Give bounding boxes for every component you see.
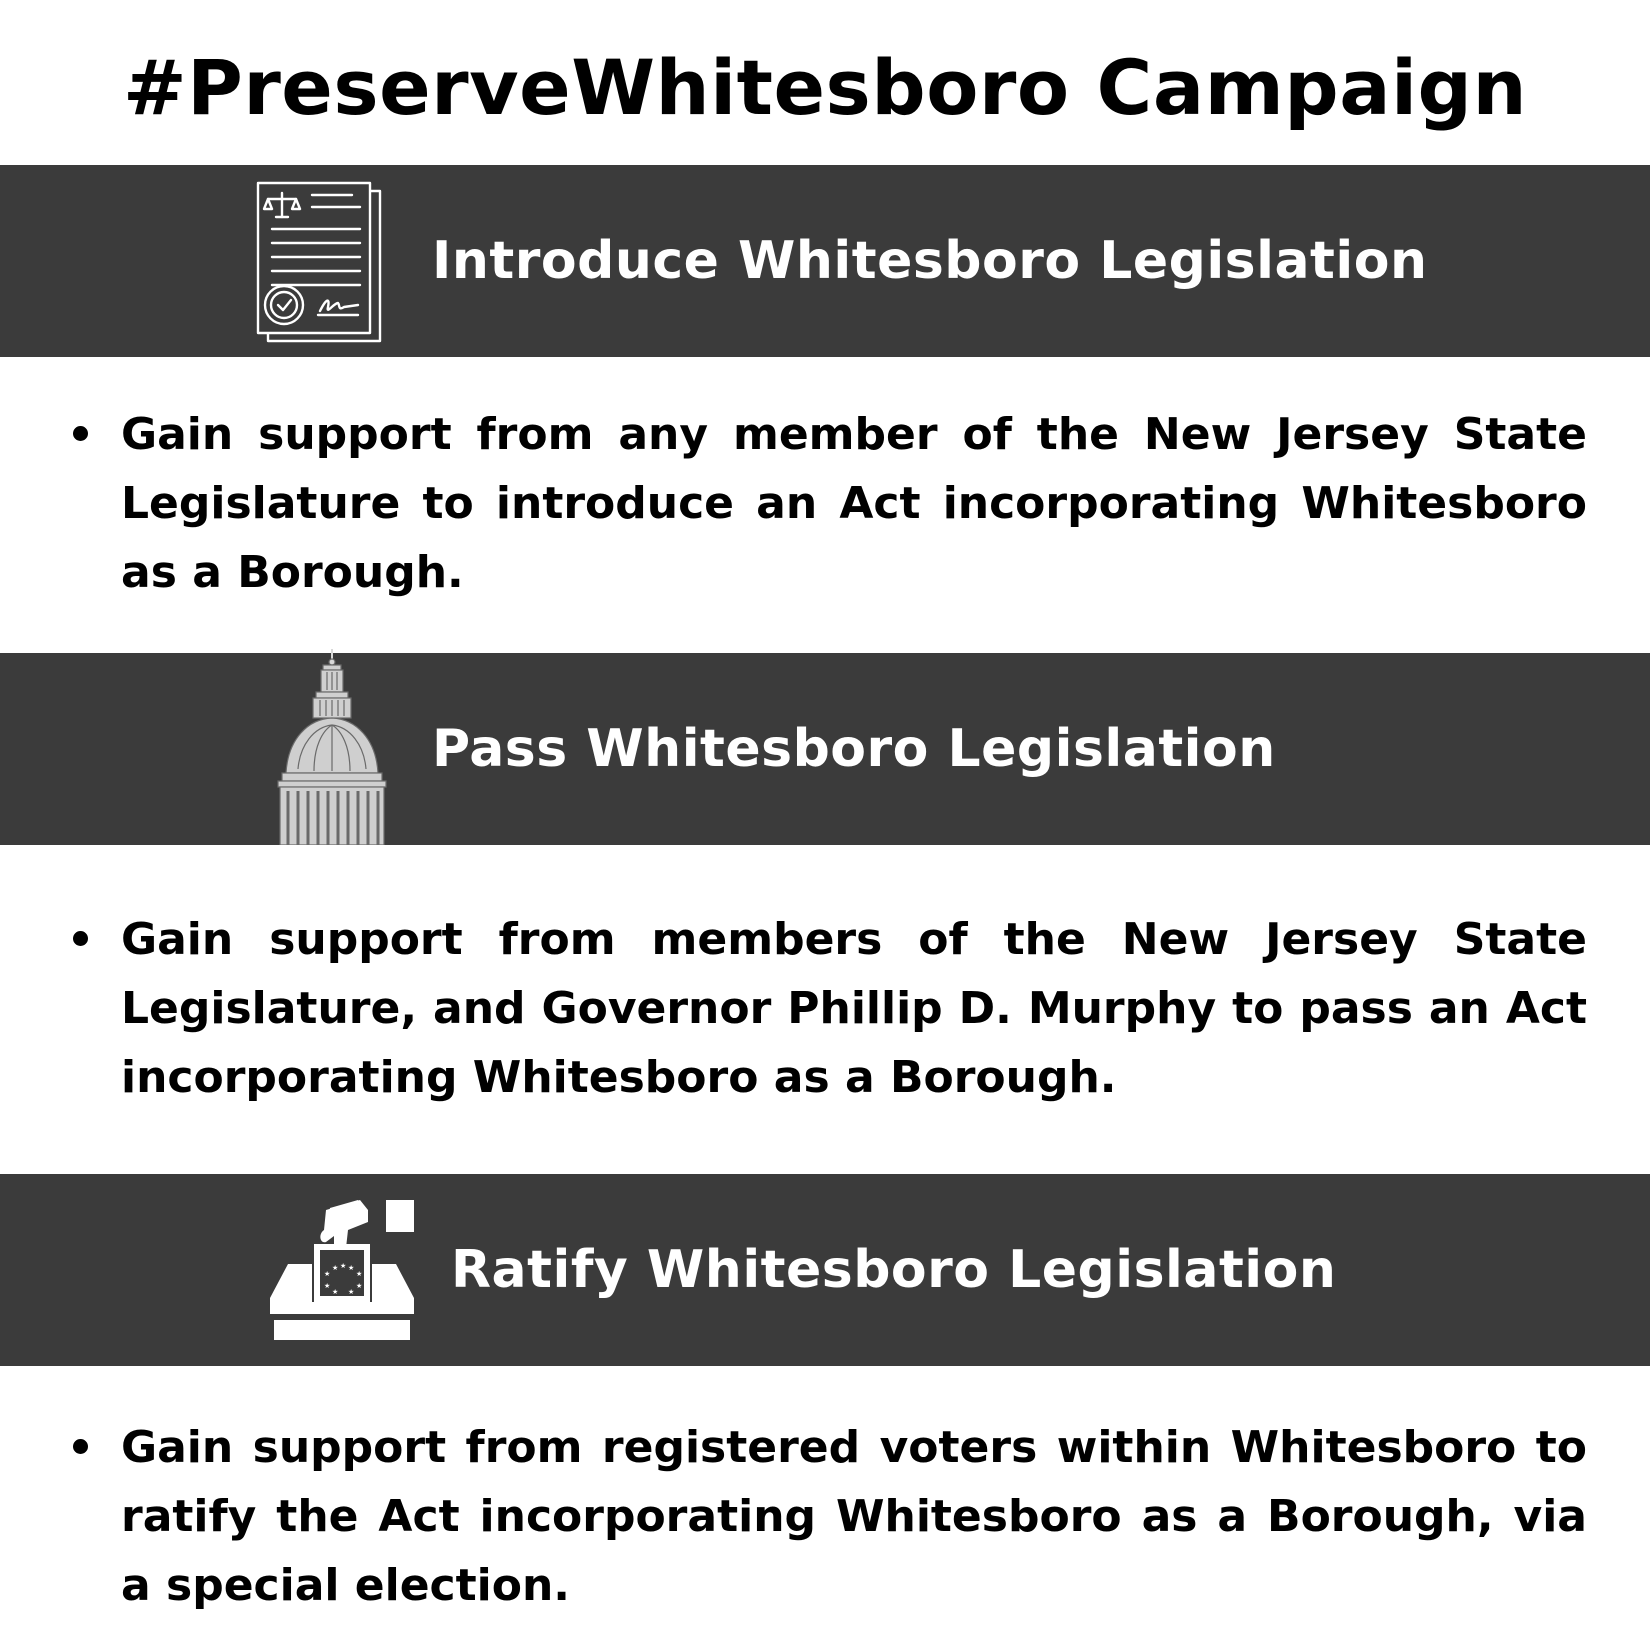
section-bullets-introduce <box>0 400 1650 607</box>
svg-text:★: ★ <box>324 1270 331 1278</box>
section-heading: Introduce Whitesboro Legislation <box>432 231 1428 291</box>
svg-text:★: ★ <box>324 1282 331 1290</box>
svg-text:★: ★ <box>348 1264 355 1272</box>
list-item <box>121 400 1587 607</box>
section-bullets-pass <box>0 905 1650 1112</box>
legal-document-icon <box>254 181 388 347</box>
ballot-box-icon <box>268 1200 416 1346</box>
bullet-dot <box>73 426 88 441</box>
section-banner-introduce <box>0 165 1650 357</box>
list-item <box>121 1413 1587 1620</box>
svg-text:★: ★ <box>356 1270 363 1278</box>
section-heading: Pass Whitesboro Legislation <box>432 719 1276 779</box>
bullet-dot <box>73 1439 88 1454</box>
bullet-text: Gain support from members of the New Jersey State Legislature, and Governor Phillip D. Murphy to pass an Act incorporating Whitesboro as a Borough. <box>121 914 1587 1103</box>
svg-text:★: ★ <box>340 1262 347 1270</box>
bullet-text: Gain support from registered voters within Whitesboro to ratify the Act incorporating Whitesboro as a Borough, via a special election. <box>121 1422 1587 1611</box>
section-banner-ratify <box>0 1174 1650 1366</box>
bullet-text: Gain support from any member of the New Jersey State Legislature to introduce an Act incorporating Whitesboro as a Borough. <box>121 409 1587 598</box>
bullet-dot <box>73 931 88 946</box>
section-bullets-ratify <box>0 1413 1650 1620</box>
svg-text:★: ★ <box>332 1288 339 1296</box>
section-heading: Ratify Whitesboro Legislation <box>451 1240 1337 1300</box>
page-title: #PreserveWhitesboro Campaign <box>122 43 1528 132</box>
svg-text:★: ★ <box>356 1282 363 1290</box>
list-item <box>121 905 1587 1112</box>
capitol-dome-icon <box>274 647 390 845</box>
svg-text:★: ★ <box>332 1264 339 1272</box>
section-banner-pass <box>0 653 1650 845</box>
svg-text:★: ★ <box>348 1288 355 1296</box>
